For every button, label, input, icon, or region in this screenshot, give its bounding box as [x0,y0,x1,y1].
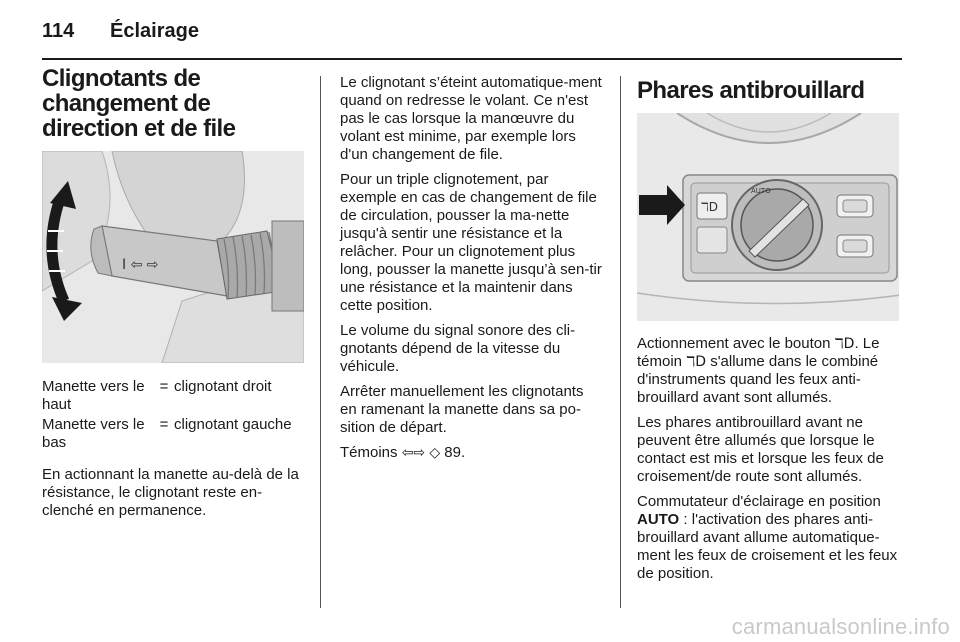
right-column [637,66,901,590]
paragraph-auto-mode [637,493,901,583]
paragraph-volume: Le volume du signal sonore des cli-gnotants dépend de la vitesse du véhicule. [340,322,576,375]
auto-label: AUTO [637,511,680,528]
turn-signal-figure [42,151,304,363]
left-column [42,66,304,527]
paragraph-auto-cancel: Le clignotant s’éteint automatique-ment quand on redresse le volant. Ce n'est pas le cas lorsque la manœuvre du volant est minime, par exemple lors d'un changement de file. [340,74,602,163]
fog-light-icon: ℸD [834,336,855,352]
paragraph-triple-flash: Pour un triple clignotement, par exemple en cas de changement de file de circulation, pousser la ma-nette jusqu'à sentir une résistance et la relâcher. Pour un clignotement plus long, pousser la manette jusqu’à sen-tir une résistance et la maintenir dans cette position. [340,171,602,314]
def-equals: = [159,416,169,433]
light-switch-illustration [637,113,899,321]
section-title-indicators: Clignotants de changement de direction et de file [42,65,236,142]
paragraph-latch: En actionnant la manette au-delà de la résistance, le clignotant reste en-clenché en permanence. [42,466,299,519]
paragraph-fog-conditions: Les phares antibrouillard avant ne peuvent être allumés que lorsque le contact est mis et lorsque les feux de croisement/de route sont allumés. [637,414,884,485]
lever-symbols: I ⇦ ⇨ [122,257,159,273]
paragraph-indicators-ref [340,444,602,462]
def-desc: clignotant gauche [174,416,292,433]
watermark: carmanualsonline.info [731,614,950,639]
turn-signal-icon: ⇦⇨ [401,445,426,461]
def-term: Manette vers le haut [42,378,145,413]
turn-signal-lever-illustration [42,151,304,363]
page-header [42,20,199,48]
page-number: 114 [42,20,75,42]
column-divider-2 [620,76,621,608]
text-run: témoin [637,353,683,370]
middle-column [340,74,602,469]
text-run: Commutateur d'éclairage en position [637,493,881,510]
table-row [42,378,304,416]
text-run: : l'activation des phares anti-brouillard avant allume automatique-ment les feux de croisement et les feux de position. [637,511,898,582]
fog-light-switch-figure [637,113,899,321]
text-run: Actionnement avec le bouton [637,335,831,352]
def-term: Manette vers le bas [42,416,145,451]
table-row [42,416,304,454]
page-reference-link[interactable]: 89. [444,444,466,461]
fog-light-icon: ℸD [686,354,707,370]
auto-position-label: AUTO [751,187,771,195]
def-desc: clignotant droit [174,378,272,395]
text-run: s'allume dans le combiné d'instruments quand les feux anti-brouillard avant sont allumés. [637,353,879,406]
header-rule [42,58,902,60]
section-title-fog-lights: Phares antibrouillard [637,77,865,104]
front-fog-button-icon: ℸD [701,200,718,214]
page-reference-icon: ◇ [429,445,441,461]
column-divider-1 [320,76,321,608]
paragraph-fog-operation [637,335,901,407]
def-equals: = [159,378,169,395]
paragraph-manual-off: Arrêter manuellement les clignotants en ramenant la manette dans sa po-sition de départ. [340,383,584,436]
indicators-text: Témoins [340,444,398,461]
lever-direction-table [42,378,304,454]
text-run: . Le [854,335,880,352]
chapter-title: Éclairage [110,20,199,42]
